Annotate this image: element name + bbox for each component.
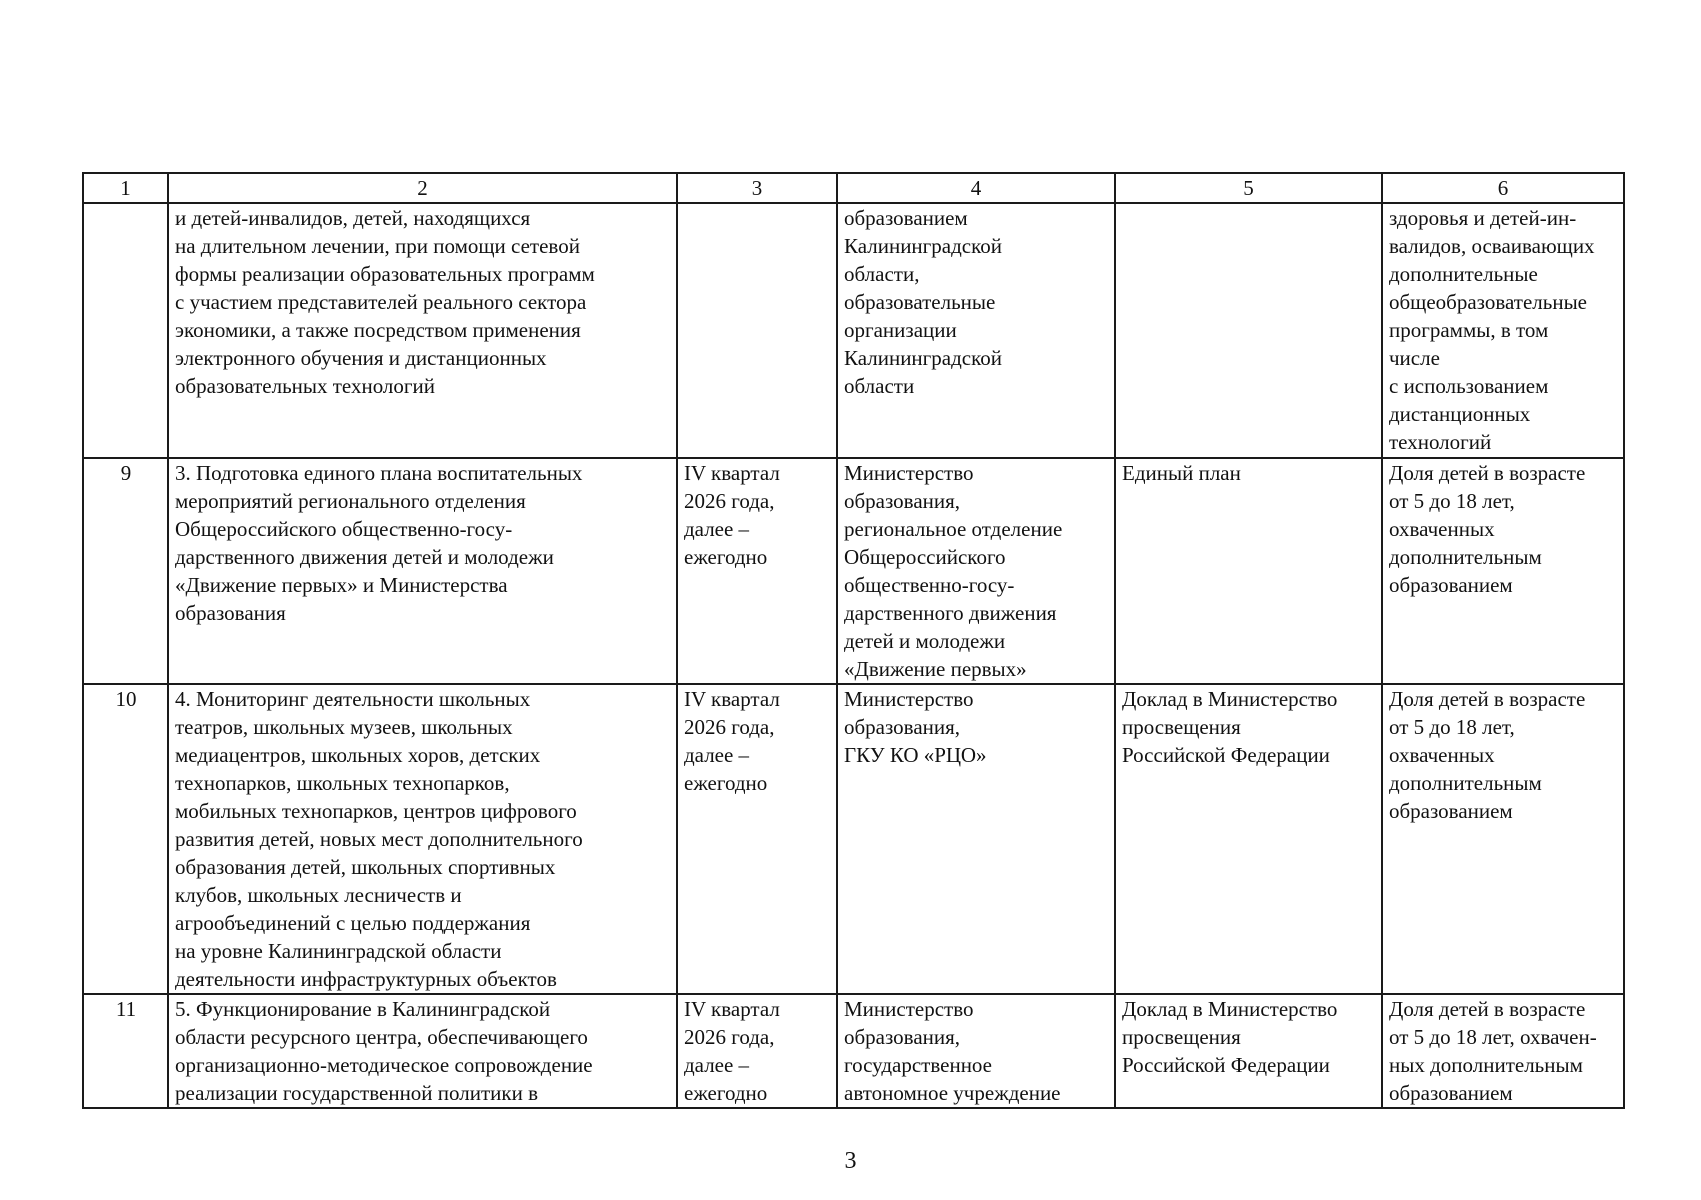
header-col-5: 5	[1115, 173, 1382, 203]
responsible-cell: образованием Калининградской области, образовательные организации Калининградской области	[837, 203, 1115, 458]
result-cell	[1115, 203, 1382, 458]
indicator-cell: Доля детей в возрасте от 5 до 18 лет, охвачен- ных дополнительным образованием	[1382, 994, 1624, 1108]
table-row	[83, 203, 1624, 458]
result-cell: Доклад в Министерство просвещения Российской Федерации	[1115, 684, 1382, 994]
header-col-2: 2	[168, 173, 677, 203]
header-row	[83, 173, 1624, 203]
responsible-cell: Министерство образования, государственное автономное учреждение	[837, 994, 1115, 1108]
responsible-cell: Министерство образования, ГКУ КО «РЦО»	[837, 684, 1115, 994]
header-col-4: 4	[837, 173, 1115, 203]
indicator-cell: здоровья и детей-ин- валидов, осваивающих дополнительные общеобразовательные программы, в том числе с использованием дистанционных технологий	[1382, 203, 1624, 458]
result-cell: Единый план	[1115, 458, 1382, 684]
indicator-cell: Доля детей в возрасте от 5 до 18 лет, охваченных дополнительным образованием	[1382, 458, 1624, 684]
measure-cell: и детей-инвалидов, детей, находящихся на длительном лечении, при помощи сетевой формы реализации образовательных программ с участием представителей реального сектора экономики, а также посредством применения электронного обучения и дистанционных образовательных технологий	[168, 203, 677, 458]
deadline-cell: IV квартал 2026 года, далее – ежегодно	[677, 684, 837, 994]
page-number: 3	[844, 1148, 857, 1174]
measure-cell: 5. Функционирование в Калининградской области ресурсного центра, обеспечивающего организационно-методическое сопровождение реализации государственной политики в	[168, 994, 677, 1108]
result-cell: Доклад в Министерство просвещения Российской Федерации	[1115, 994, 1382, 1108]
row-number-cell: 11	[83, 994, 168, 1108]
measure-cell: 4. Мониторинг деятельности школьных театров, школьных музеев, школьных медиацентров, школьных хоров, детских технопарков, школьных технопарков, мобильных технопарков, центров цифрового развития детей, новых мест дополнительного образования детей, школьных спортивных клубов, школьных лесничеств и агрообъединений с целью поддержания на уровне Калининградской области деятельности инфраструктурных объектов	[168, 684, 677, 994]
indicator-cell: Доля детей в возрасте от 5 до 18 лет, охваченных дополнительным образованием	[1382, 684, 1624, 994]
deadline-cell: IV квартал 2026 года, далее – ежегодно	[677, 994, 837, 1108]
table-row	[83, 994, 1624, 1108]
plan-table	[82, 172, 1625, 1109]
table-row	[83, 458, 1624, 684]
responsible-cell: Министерство образования, региональное отделение Общероссийского общественно-госу- дарственного движения детей и молодежи «Движение первых»	[837, 458, 1115, 684]
header-col-6: 6	[1382, 173, 1624, 203]
header-col-1: 1	[83, 173, 168, 203]
row-number-cell: 9	[83, 458, 168, 684]
header-col-3: 3	[677, 173, 837, 203]
deadline-cell	[677, 203, 837, 458]
table-row	[83, 684, 1624, 994]
measure-cell: 3. Подготовка единого плана воспитательных мероприятий регионального отделения Общероссийского общественно-госу- дарственного движения детей и молодежи «Движение первых» и Министерства образования	[168, 458, 677, 684]
row-number-cell: 10	[83, 684, 168, 994]
row-number-cell	[83, 203, 168, 458]
deadline-cell: IV квартал 2026 года, далее – ежегодно	[677, 458, 837, 684]
